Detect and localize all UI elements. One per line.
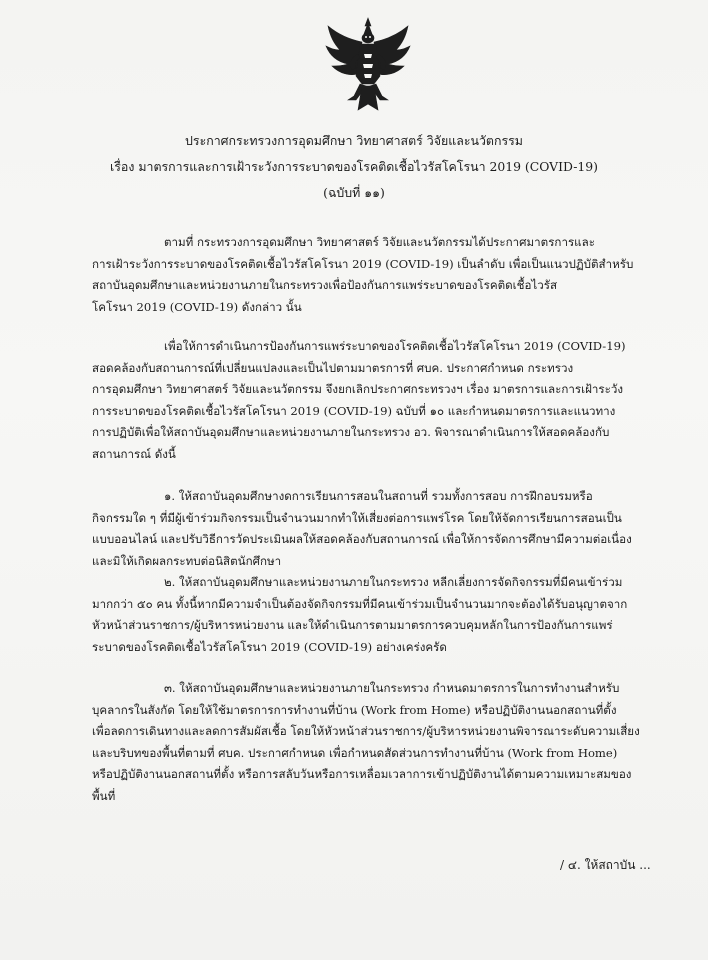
- paragraph-line: เพื่อให้การดำเนินการป้องกันการแพร่ระบาดของโรคติดเชื้อไวรัสโคโรนา 2019 (COVID-19): [164, 339, 626, 353]
- paragraph-line: และมิให้เกิดผลกระทบต่อนิสิตนักศึกษา: [92, 553, 282, 568]
- paragraph-background: [92, 232, 662, 318]
- paragraph-line: การอุดมศึกษา วิทยาศาสตร์ วิจัยและนวัตกรรม จึงยกเลิกประกาศกระทรวงฯ เรื่อง มาตรการและการเฝ้าระวัง: [92, 382, 624, 397]
- paragraph-line: มากกว่า ๕๐ คน ทั้งนี้หากมีความจำเป็นต้องจัดกิจกรรมที่มีคนเข้าร่วมเป็นจำนวนมากจะต้องได้รับอนุญาตจาก: [92, 596, 628, 611]
- paragraph-line: พื้นที่: [92, 788, 116, 803]
- paragraph-item-3: [92, 678, 662, 808]
- paragraph-line: ระบาดของโรคติดเชื้อไวรัสโคโรนา 2019 (COVID-19) อย่างเคร่งครัด: [92, 639, 447, 654]
- paragraph-line: หัวหน้าส่วนราชการ/ผู้บริหารหน่วยงาน และให้ดำเนินการตามมาตรการควบคุมหลักในการป้องกันการแพร่: [92, 618, 613, 633]
- paragraph-line: สถานการณ์ ดังนี้: [92, 446, 176, 461]
- paragraph-line: ๑. ให้สถาบันอุดมศึกษางดการเรียนการสอนในสถานที่ รวมทั้งการสอบ การฝึกอบรมหรือ: [164, 489, 593, 503]
- paragraph-line: ๓. ให้สถาบันอุดมศึกษาและหน่วยงานภายในกระทรวง กำหนดมาตรการในการทำงานสำหรับ: [164, 681, 620, 695]
- paragraph-item-1: [92, 486, 662, 572]
- paragraph-line: สอดคล้องกับสถานการณ์ที่เปลี่ยนแปลงและเป็นไปตามมาตรการที่ ศบค. ประกาศกำหนด กระทรวง: [92, 360, 574, 375]
- paragraph-line: ตามที่ กระทรวงการอุดมศึกษา วิทยาศาสตร์ วิจัยและนวัตกรรมได้ประกาศมาตรการและ: [164, 235, 595, 249]
- continuation-note: / ๔. ให้สถาบัน ...: [560, 858, 651, 872]
- paragraph-line: หรือปฏิบัติงานนอกสถานที่ตั้ง หรือการสลับวันหรือการเหลื่อมเวลาการเข้าปฏิบัติงานได้ตามความเหมาะสมของ: [92, 767, 632, 782]
- paragraph-item-2: [92, 572, 662, 658]
- paragraph-purpose: [92, 336, 662, 466]
- paragraph-line: เพื่อลดการเดินทางและลดการสัมผัสเชื้อ โดยให้หัวหน้าส่วนราชการ/ผู้บริหารหน่วยงานพิจารณาระดับความเสี่ยง: [92, 724, 640, 739]
- paragraph-line: การปฏิบัติเพื่อให้สถาบันอุดมศึกษาและหน่วยงานภายในกระทรวง อว. พิจารณาดำเนินการให้สอดคล้องกับ: [92, 425, 610, 440]
- paragraph-line: บุคลากรในสังกัด โดยให้ใช้มาตรการการทำงานที่บ้าน (Work from Home) หรือปฏิบัติงานนอกสถานที่ตั้ง: [92, 702, 617, 717]
- garuda-emblem-icon: [318, 14, 418, 114]
- title-subject: เรื่อง มาตรการและการเฝ้าระวังการระบาดของโรคติดเชื้อไวรัสโคโรนา 2019 (COVID-19): [110, 159, 598, 174]
- paragraph-line: กิจกรรมใด ๆ ที่มีผู้เข้าร่วมกิจกรรมเป็นจำนวนมากทำให้เสี่ยงต่อการแพร่โรค โดยให้จัดการเรียนการสอนเป็น: [92, 510, 622, 525]
- paragraph-line: ๒. ให้สถาบันอุดมศึกษาและหน่วยงานภายในกระทรวง หลีกเลี่ยงการจัดกิจกรรมที่มีคนเข้าร่วม: [164, 575, 623, 589]
- paragraph-line: และบริบทของพื้นที่ตามที่ ศบค. ประกาศกำหนด เพื่อกำหนดสัดส่วนการทำงานที่บ้าน (Work from Home): [92, 745, 618, 760]
- title-issue-number: (ฉบับที่ ๑๑): [323, 185, 385, 200]
- paragraph-line: การระบาดของโรคติดเชื้อไวรัสโคโรนา 2019 (COVID-19) ฉบับที่ ๑๐ และกำหนดมาตรการและแนวทาง: [92, 403, 616, 418]
- paragraph-line: สถาบันอุดมศึกษาและหน่วยงานภายในกระทรวงเพื่อป้องกันการแพร่ระบาดของโรคติดเชื้อไวรัส: [92, 278, 558, 293]
- title-ministry: ประกาศกระทรวงการอุดมศึกษา วิทยาศาสตร์ วิจัยและนวัตกรรม: [185, 133, 523, 148]
- paragraph-line: แบบออนไลน์ และปรับวิธีการวัดประเมินผลให้สอดคล้องกับสถานการณ์ เพื่อให้การจัดการศึกษามีความต่อเนื่อง: [92, 532, 632, 547]
- paragraph-line: โคโรนา 2019 (COVID-19) ดังกล่าว นั้น: [92, 299, 302, 314]
- announcement-title: [0, 128, 708, 206]
- paragraph-line: การเฝ้าระวังการระบาดของโรคติดเชื้อไวรัสโคโรนา 2019 (COVID-19) เป็นลำดับ เพื่อเป็นแนวปฏิบัติสำหรับ: [92, 256, 634, 271]
